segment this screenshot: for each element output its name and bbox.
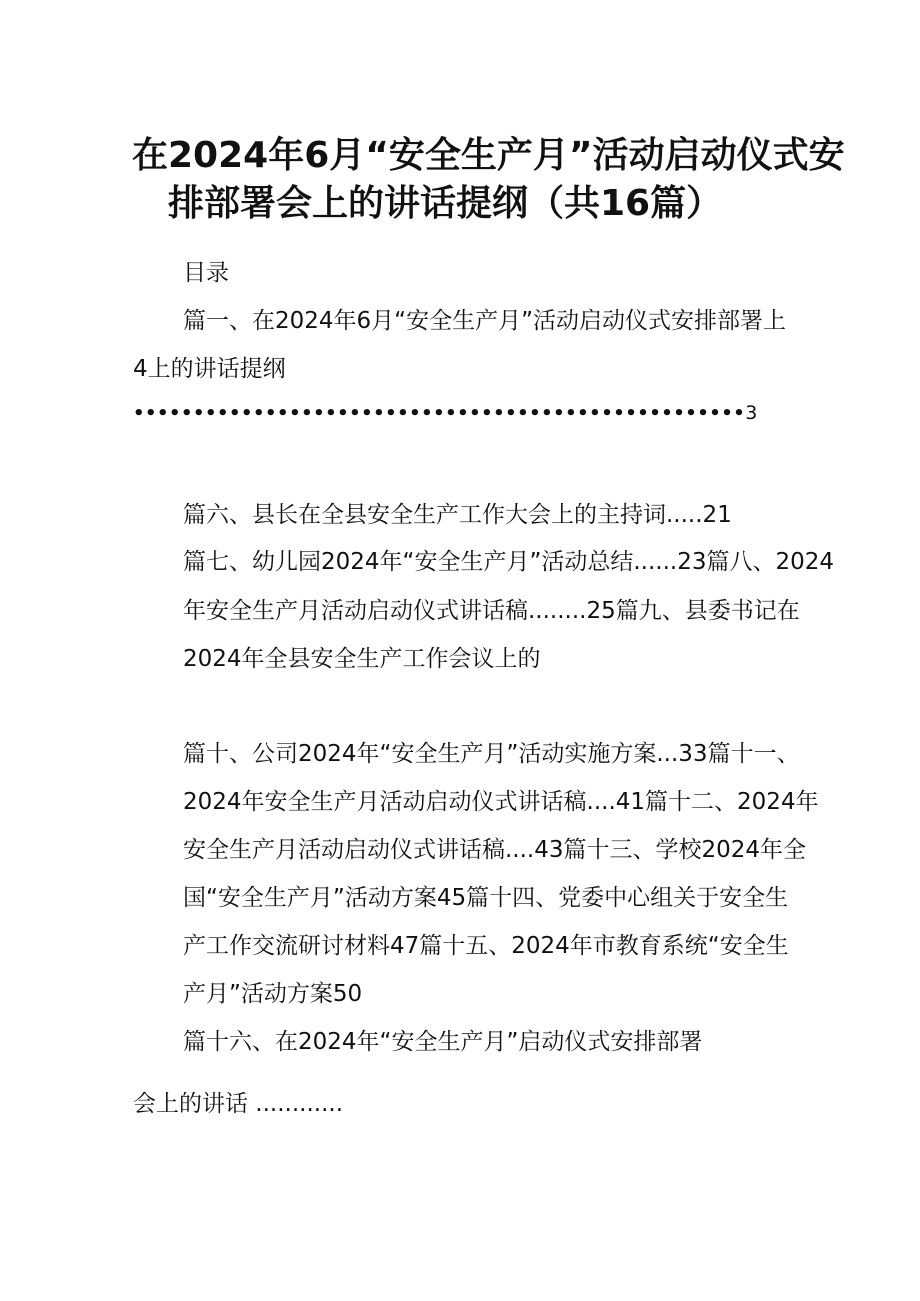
toc-entry-1-continued: 4上的讲话提纲 (133, 356, 286, 382)
leader-page-number: 3 (745, 402, 758, 424)
toc-entry-1: 篇一、在2024年6月“安全生产月”活动启动仪式安排部署上 (183, 308, 786, 334)
toc-entry-11: 2024年安全生产月活动启动仪式讲话稿....41篇十二、2024年 (183, 789, 819, 815)
toc-entry-7: 篇七、幼儿园2024年“安全生产月”活动总结......23篇八、2024 (183, 549, 835, 575)
toc-entry-16: 篇十六、在2024年“安全生产月”启动仪式安排部署 (183, 1029, 703, 1055)
toc-entry-9: 2024年全县安全生产工作会议上的 (183, 646, 541, 672)
toc-entry-10: 篇十、公司2024年“安全生产月”活动实施方案...33篇十一、 (183, 741, 800, 767)
toc-entry-15: 产月”活动方案50 (183, 981, 363, 1007)
document-title-line-1: 在2024年6月“安全生产月”活动启动仪式安 (132, 135, 845, 176)
toc-leader-line (133, 404, 758, 423)
toc-entry-13: 国“安全生产月”活动方案45篇十四、党委中心组关于安全生 (183, 885, 789, 911)
document-title-line-2: 排部署会上的讲话提纲（共16篇） (168, 183, 723, 224)
toc-entry-6: 篇六、县长在全县安全生产工作大会上的主持词.....21 (183, 502, 732, 528)
toc-entry-8: 年安全生产月活动启动仪式讲话稿........25篇九、县委书记在 (183, 598, 800, 624)
leader-dots: ••••••••••••••••••••••••••••••••••••••••••••••••••• (133, 403, 746, 424)
toc-heading: 目录 (183, 260, 229, 286)
toc-entry-16-continued: 会上的讲话 ............ (133, 1091, 344, 1117)
toc-entry-12: 安全生产月活动启动仪式讲话稿....43篇十三、学校2024年全 (183, 837, 807, 863)
toc-entry-14: 产工作交流研讨材料47篇十五、2024年市教育系统“安全生 (183, 933, 789, 959)
